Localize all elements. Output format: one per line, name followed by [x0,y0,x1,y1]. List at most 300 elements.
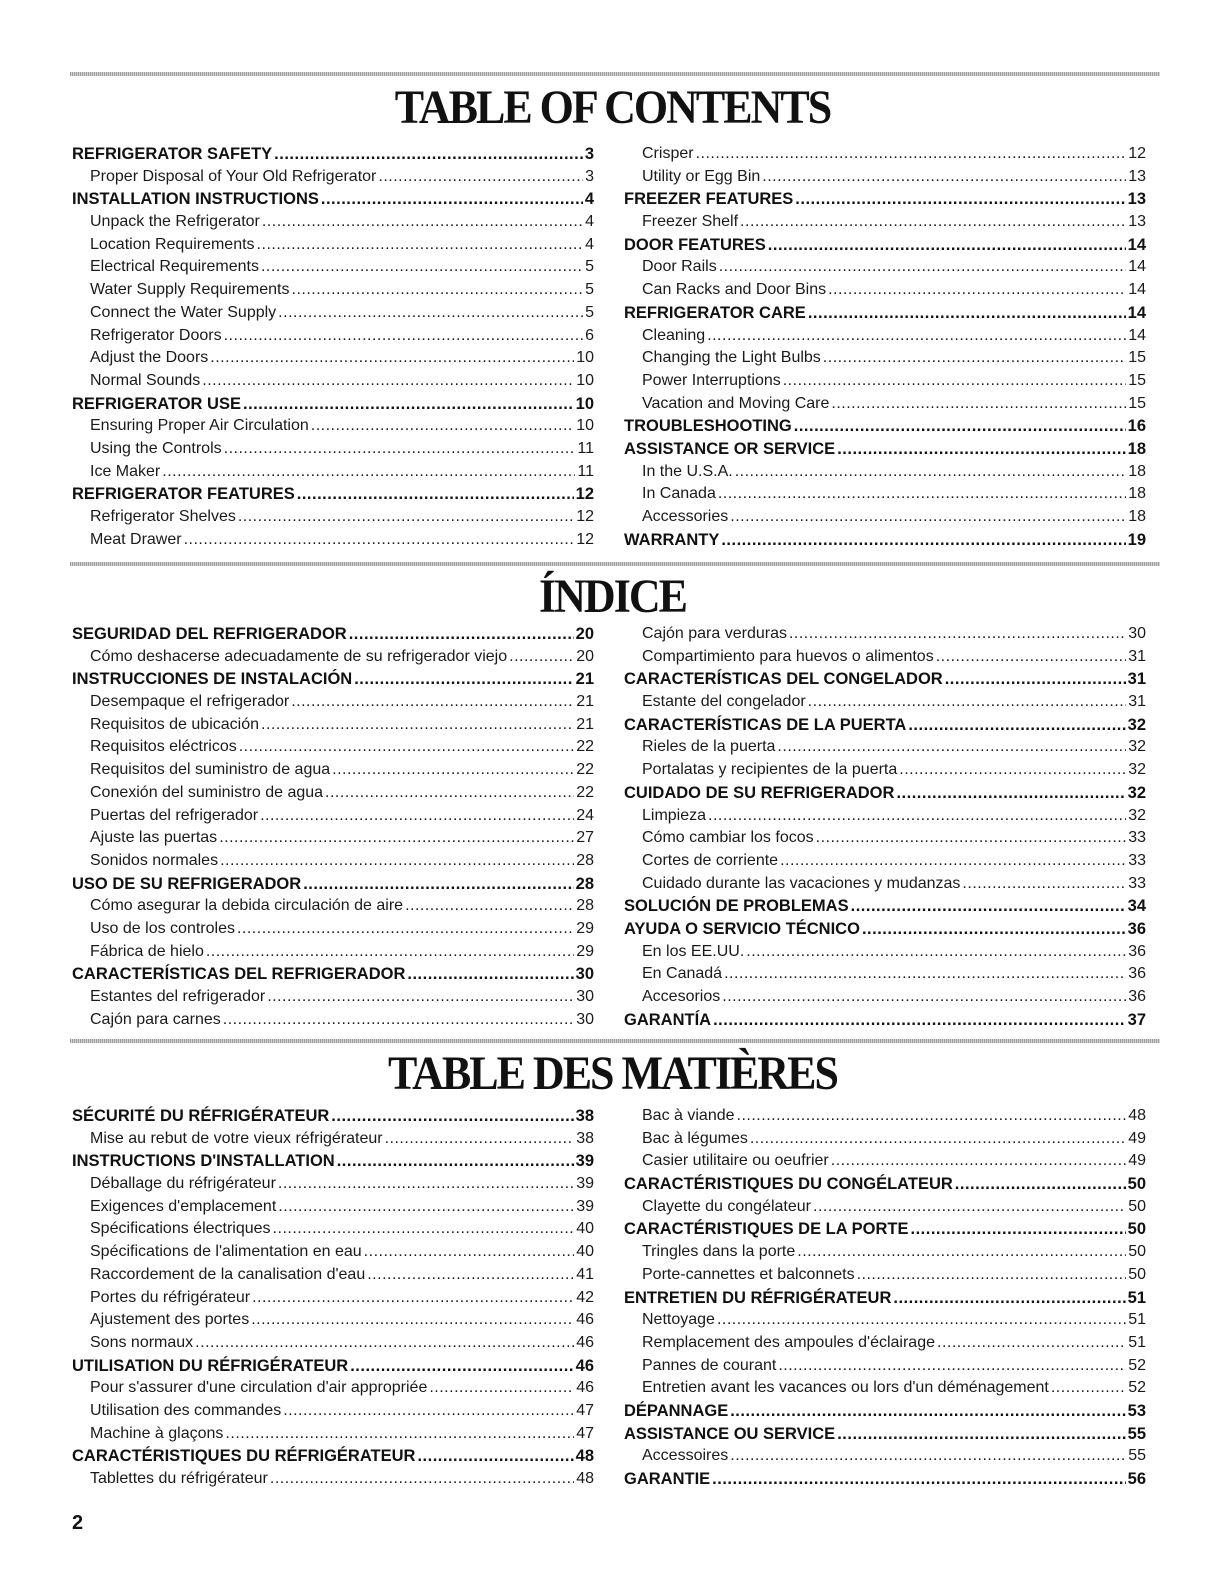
dot-leader [237,918,574,941]
toc-entry-label: CUIDADO DE SU REFRIGERADOR [624,783,895,802]
toc-entry-label: Cortes de corriente [642,851,779,869]
dot-leader [794,415,1126,438]
toc-entry-page: 49 [1128,1152,1146,1170]
dot-leader [311,415,574,438]
toc-entry-page: 3 [584,145,594,163]
toc-entry-page: 39 [576,1175,594,1193]
toc-subentry [72,325,594,348]
toc-heading-entry [72,963,594,986]
toc-entry-page: 50 [1128,1243,1146,1261]
toc-entry-page: 4 [584,190,594,209]
dot-leader [162,461,575,484]
toc-entry-label: In the U.S.A. [642,462,733,480]
toc-entry-page: 18 [1127,439,1146,458]
dot-leader [795,188,1125,211]
toc-entry-label: Limpieza [642,806,707,824]
toc-entry-label: Estantes del refrigerador [90,988,266,1005]
toc-heading-entry [72,1445,594,1468]
toc-entry-label: Requisitos de ubicación [90,715,259,733]
dot-leader [220,850,574,873]
dot-leader [243,393,574,416]
dot-leader [291,691,574,714]
dot-leader [292,279,584,302]
toc-entry-page: 36 [1128,965,1146,983]
toc-entry-page: 48 [1128,1107,1146,1124]
toc-heading-entry [624,918,1146,941]
dot-leader [283,1400,574,1423]
dot-leader [737,1105,1127,1128]
dot-leader [730,1400,1125,1423]
toc-subentry [72,1287,594,1310]
toc-subentry [624,1377,1146,1400]
toc-subentry [72,302,594,325]
toc-subentry [624,211,1146,234]
toc-heading-entry [624,1423,1146,1446]
toc-heading-entry [624,302,1146,325]
toc-entry-label: Cajón para carnes [90,1010,221,1028]
toc-subentry [624,1355,1146,1378]
toc-entry-page: 33 [1128,829,1146,847]
dot-leader [730,506,1126,529]
toc-subentry [72,415,594,438]
toc-entry-page: 12 [1128,145,1146,162]
toc-entry-page: 28 [576,851,594,869]
toc-subentry [624,393,1146,416]
toc-subentry [624,736,1146,759]
toc-entry-page: 42 [576,1288,594,1306]
dot-leader [816,827,1127,850]
dot-leader [893,1287,1125,1310]
toc-subentry [624,963,1146,986]
toc-heading-entry [624,415,1146,438]
toc-entry-label: Normal Sounds [90,371,201,389]
toc-heading-entry [624,782,1146,805]
toc-entry-page: 32 [1127,715,1146,734]
dot-leader [955,1173,1126,1196]
toc-subentry [624,143,1146,166]
toc-entry-page: 14 [1127,235,1146,254]
dot-leader [730,1445,1126,1468]
toc-entry-page: 10 [576,371,594,389]
toc-entry-page: 39 [576,1197,594,1215]
dot-leader [724,963,1126,986]
toc-entry-page: 46 [576,1379,594,1397]
dot-leader [862,918,1126,941]
toc-entry-label: Estante del congelador [642,693,806,711]
toc-entry-page: 28 [576,897,594,915]
dot-leader [708,805,1126,828]
dot-leader [719,256,1127,279]
toc-subentry [72,714,594,737]
dot-leader [851,895,1126,918]
toc-entry-label: INSTRUCTIONS D'INSTALLATION [72,1152,335,1171]
toc-entry-label: Rieles de la puerta [642,738,776,756]
section-title-fr: TABLE DES MATIÈRES [388,1047,837,1100]
toc-subentry [624,1241,1146,1264]
toc-heading-entry [72,188,594,211]
divider-rule-2 [70,562,1160,566]
dot-leader [273,1218,575,1241]
toc-entry-label: Spécifications de l'alimentation en eau [90,1243,362,1261]
toc-entry-page: 40 [576,1220,594,1238]
toc-entry-page: 36 [1128,988,1146,1005]
toc-entry-page: 16 [1127,417,1146,436]
toc-column [72,1105,594,1491]
toc-entry-page: 28 [575,874,594,893]
toc-entry-label: Requisitos eléctricos [90,738,237,756]
toc-entry-page: 46 [576,1333,594,1351]
dot-leader [937,1332,1126,1355]
dot-leader [278,1173,574,1196]
toc-heading-entry [624,234,1146,257]
toc-entry-label: Déballage du réfrigérateur [90,1175,276,1193]
toc-entry-label: Casier utilitaire ou oeufrier [642,1152,829,1170]
toc-subentry [72,986,594,1009]
toc-entry-label: Proper Disposal of Your Old Refrigerator [90,167,377,185]
toc-entry-label: REFRIGERATOR FEATURES [72,485,295,504]
toc-entry-label: Uso de los controles [90,919,235,937]
toc-subentry [72,805,594,828]
toc-subentry [72,1400,594,1423]
toc-subentry [624,1264,1146,1287]
toc-subentry [624,1128,1146,1151]
toc-entry-label: In Canada [642,485,716,503]
toc-entry-page: 13 [1128,167,1146,185]
dot-leader [219,827,574,850]
toc-entry-label: Refrigerator Shelves [90,508,236,525]
dot-leader [303,873,573,896]
toc-entry-page: 49 [1128,1129,1146,1147]
toc-entry-page: 18 [1128,462,1146,480]
toc-entry-page: 13 [1127,190,1146,209]
toc-entry-page: 40 [576,1243,594,1261]
toc-entry-page: 39 [575,1152,594,1171]
toc-subentry [72,1196,594,1219]
toc-subentry [72,1377,594,1400]
toc-entry-label: CARACTERÍSTICAS DE LA PUERTA [624,715,907,734]
toc-entry-label: Unpack the Refrigerator [90,213,260,231]
toc-entry-page: 37 [1127,1010,1146,1029]
toc-entry-page: 5 [585,258,594,276]
dot-leader [778,1355,1126,1378]
toc-entry-page: 27 [576,829,594,847]
toc-entry-page: 18 [1128,508,1146,525]
page-number: 2 [72,1512,84,1534]
toc-subentry [624,850,1146,873]
dot-leader [224,325,583,348]
toc-subentry [624,759,1146,782]
toc-entry-label: CARACTÉRISTIQUES DE LA PORTE [624,1220,909,1239]
dot-leader [831,393,1126,416]
dot-leader [195,1332,574,1355]
toc-subentry [72,166,594,189]
toc-entry-label: Porte-cannettes et balconnets [642,1265,855,1283]
toc-entry-page: 51 [1127,1288,1146,1307]
toc-heading-entry [72,1105,594,1128]
toc-entry-page: 29 [576,919,594,937]
toc-entry-label: Cómo deshacerse adecuadamente de su refrigerador viejo [90,647,508,665]
toc-entry-label: CARACTÉRISTIQUES DU CONGÉLATEUR [624,1175,953,1194]
toc-subentry [624,325,1146,348]
toc-entry-page: 30 [575,965,594,984]
toc-heading-entry [72,873,594,896]
toc-subentry [72,347,594,370]
toc-entry-label: Accesorios [642,988,721,1005]
toc-entry-label: Cómo cambiar los focos [642,829,814,847]
toc-entry-label: En Canadá [642,965,723,983]
dot-leader [261,256,583,279]
toc-entry-label: Using the Controls [90,439,222,457]
dot-leader [762,166,1126,189]
toc-entry-label: REFRIGERATOR CARE [624,303,806,322]
toc-entry-page: 50 [1127,1175,1146,1194]
toc-subentry [72,1468,594,1491]
toc-entry-label: Meat Drawer [90,530,182,548]
toc-entry-page: 52 [1128,1356,1146,1374]
toc-heading-entry [624,1287,1146,1310]
toc-entry-page: 51 [1128,1333,1146,1351]
toc-entry-label: Power Interruptions [642,371,781,389]
toc-subentry [72,279,594,302]
toc-entry-page: 31 [1127,670,1146,689]
toc-entry-page: 51 [1128,1311,1146,1329]
toc-subentry [624,166,1146,189]
toc-subentry [72,370,594,393]
dot-leader [783,370,1126,393]
dot-leader [354,668,573,691]
toc-entry-label: USO DE SU REFRIGERADOR [72,874,302,893]
toc-entry-label: ENTRETIEN DU RÉFRIGÉRATEUR [624,1288,892,1307]
toc-entry-label: REFRIGERATOR SAFETY [72,145,273,163]
dot-leader [367,1264,574,1287]
dot-leader [274,143,583,166]
toc-entry-label: Sonidos normales [90,851,219,869]
toc-entry-label: WARRANTY [624,530,720,549]
dot-leader [813,1196,1126,1219]
toc-entry-label: Utility or Egg Bin [642,167,761,185]
toc-subentry [72,438,594,461]
dot-leader [184,529,575,552]
toc-entry-page: 14 [1128,281,1146,299]
toc-subentry [624,256,1146,279]
toc-entry-page: 21 [576,693,594,711]
toc-heading-entry [624,438,1146,461]
toc-subentry [72,461,594,484]
dot-leader [936,646,1127,669]
top-divider-rule [70,72,1160,76]
toc-entry-page: 46 [575,1356,594,1375]
dot-leader [962,873,1126,896]
toc-entry-page: 19 [1127,530,1146,549]
toc-column [624,623,1146,1031]
toc-entry-label: Changing the Light Bulbs [642,349,821,367]
dot-leader [740,211,1126,234]
toc-column [72,623,594,1031]
dot-leader [225,1423,574,1446]
toc-entry-page: 47 [576,1424,594,1442]
toc-entry-page: 34 [1127,897,1146,916]
toc-subentry [624,347,1146,370]
toc-subentry [72,941,594,964]
toc-subentry [72,211,594,234]
dot-leader [278,1196,574,1219]
dot-leader [899,759,1126,782]
toc-subentry [72,1128,594,1151]
toc-entry-page: 55 [1128,1447,1146,1465]
toc-entry-page: 33 [1128,851,1146,869]
toc-entry-page: 20 [576,647,594,665]
toc-entry-page: 53 [1127,1401,1146,1420]
toc-subentry [72,759,594,782]
toc-entry-label: Spécifications électriques [90,1220,271,1238]
toc-entry-page: 32 [1127,783,1146,802]
toc-entry-label: CARACTERÍSTICAS DEL CONGELADOR [624,670,943,689]
toc-subentry [624,986,1146,1009]
dot-leader [385,1128,575,1151]
toc-subentry [72,529,594,552]
dot-leader [267,986,574,1009]
toc-entry-page: 21 [575,670,594,689]
toc-subentry [72,646,594,669]
toc-subentry [72,1218,594,1241]
toc-subentry [72,918,594,941]
toc-entry-label: Desempaque el refrigerador [90,693,290,711]
dot-leader [857,1264,1127,1287]
dot-leader [321,188,583,211]
toc-entry-page: 15 [1128,394,1146,412]
toc-entry-page: 38 [575,1107,594,1125]
dot-leader [717,1309,1126,1332]
toc-entry-label: En los EE.UU. [642,942,745,960]
dot-leader [407,963,573,986]
dot-leader [808,691,1127,714]
toc-heading-entry [72,623,594,646]
toc-heading-entry [72,143,594,166]
dot-leader [224,438,576,461]
toc-entry-label: Accessories [642,508,729,525]
toc-entry-page: 12 [575,485,594,504]
toc-entry-page: 12 [576,508,594,525]
toc-entry-page: 32 [1128,806,1146,824]
dot-leader [509,646,574,669]
toc-entry-label: Sons normaux [90,1333,194,1351]
toc-entry-page: 36 [1127,919,1146,938]
toc-heading-entry [624,895,1146,918]
toc-entry-label: Mise au rebut de votre vieux réfrigérateur [90,1129,383,1147]
toc-entry-page: 38 [576,1129,594,1147]
toc-entry-page: 6 [585,326,594,344]
toc-entry-page: 47 [576,1401,594,1419]
toc-subentry [624,805,1146,828]
toc-subentry [72,850,594,873]
dot-leader [768,234,1126,257]
toc-entry-page: 4 [585,213,594,231]
toc-entry-label: REFRIGERATOR USE [72,394,241,413]
toc-entry-label: GARANTÍA [624,1010,712,1029]
toc-entry-page: 15 [1128,371,1146,389]
dot-leader [721,529,1125,552]
toc-entry-label: CARACTERÍSTICAS DEL REFRIGERADOR [72,965,406,984]
dot-leader [831,1150,1126,1173]
dot-leader [828,279,1126,302]
toc-entry-label: Adjust the Doors [90,349,209,367]
toc-entry-label: Clayette du congélateur [642,1197,811,1215]
toc-entry-page: 31 [1128,693,1146,711]
dot-leader [260,805,574,828]
toc-subentry [72,1309,594,1332]
dot-leader [750,1128,1126,1151]
toc-entry-page: 50 [1127,1220,1146,1239]
toc-entry-page: 30 [576,988,594,1005]
toc-subentry [624,646,1146,669]
toc-subentry [624,827,1146,850]
dot-leader [707,325,1126,348]
toc-subentry [72,1264,594,1287]
toc-entry-label: CARACTÉRISTIQUES DU RÉFRIGÉRATEUR [72,1447,416,1466]
toc-entry-page: 18 [1128,485,1146,503]
toc-entry-label: Crisper [642,145,694,162]
toc-entry-label: Puertas del refrigerador [90,806,259,824]
toc-entry-label: TROUBLESHOOTING [624,417,792,436]
toc-subentry [624,691,1146,714]
dot-leader [252,1287,574,1310]
toc-entry-page: 14 [1128,258,1146,276]
toc-subentry [624,873,1146,896]
toc-entry-page: 52 [1128,1379,1146,1397]
toc-entry-page: 46 [576,1311,594,1329]
toc-entry-page: 20 [575,625,594,643]
toc-entry-label: ASSISTANCE OR SERVICE [624,439,836,458]
toc-entry-page: 41 [576,1265,594,1283]
toc-entry-page: 5 [585,281,594,299]
toc-entry-label: Portes du réfrigérateur [90,1288,251,1306]
dot-leader [911,1218,1126,1241]
dot-leader [746,941,1126,964]
dot-leader [417,1445,573,1468]
toc-entry-page: 12 [576,530,594,548]
toc-entry-label: Fábrica de hielo [90,942,204,960]
toc-entry-page: 22 [576,783,594,801]
toc-entry-label: ASSISTANCE OU SERVICE [624,1424,836,1443]
dot-leader [823,347,1126,370]
toc-entry-label: DÉPANNAGE [624,1401,729,1420]
section-title-en: TABLE OF CONTENTS [394,81,831,134]
toc-entry-label: Bac à viande [642,1107,735,1124]
toc-column [72,143,594,551]
toc-entry-page: 21 [576,715,594,733]
toc-subentry [72,1241,594,1264]
toc-subentry [72,895,594,918]
toc-entry-label: Raccordement de la canalisation d'eau [90,1265,366,1283]
toc-heading-entry [624,668,1146,691]
dot-leader [896,782,1125,805]
toc-entry-label: Cleaning [642,326,706,344]
dot-leader [405,895,574,918]
toc-entry-page: 56 [1127,1470,1146,1488]
toc-subentry [624,483,1146,506]
toc-entry-page: 30 [576,1010,594,1028]
toc-entry-label: Ice Maker [90,462,161,480]
toc-subentry [624,941,1146,964]
toc-heading-entry [72,1355,594,1378]
toc-entry-page: 14 [1128,326,1146,344]
toc-entry-label: Tringles dans la porte [642,1243,796,1261]
toc-entry-page: 30 [1128,625,1146,642]
toc-entry-label: Ensuring Proper Air Circulation [90,417,309,435]
toc-column [624,143,1146,551]
dot-leader [797,1241,1126,1264]
toc-entry-label: Ajuste las puertas [90,829,218,847]
